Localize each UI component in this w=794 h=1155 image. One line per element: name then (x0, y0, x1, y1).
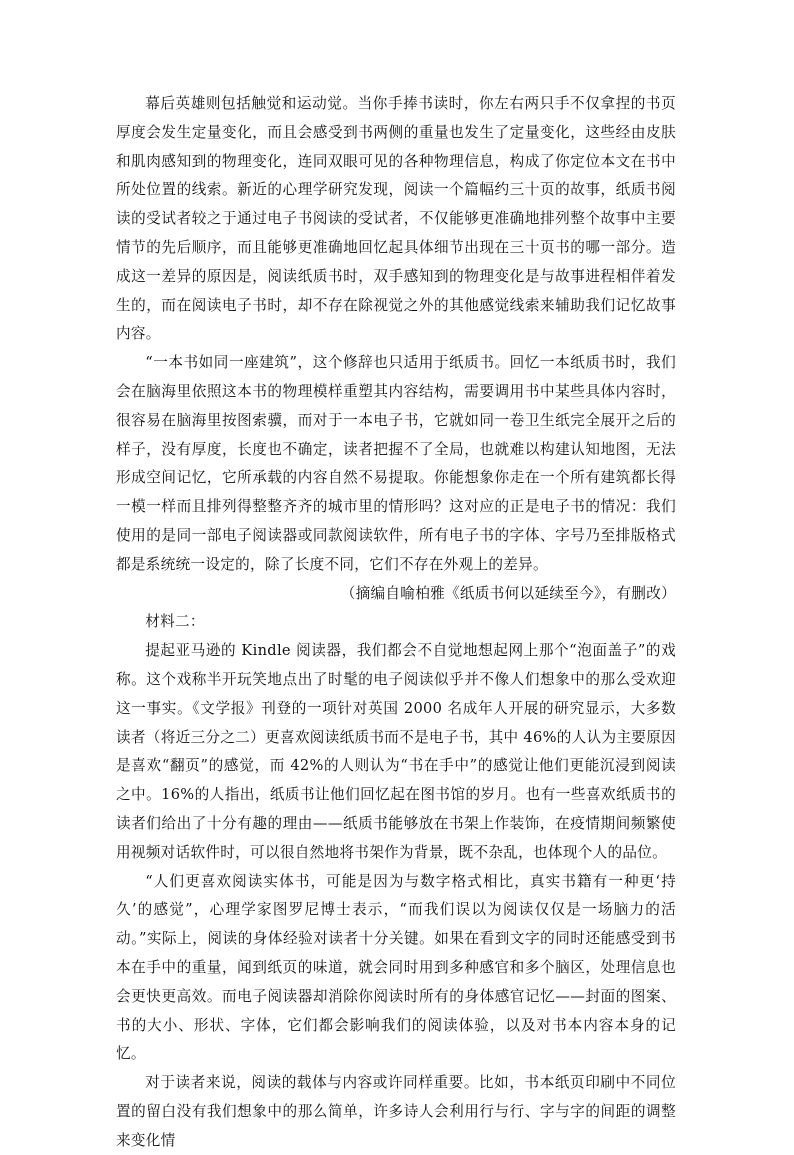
body-paragraph: “一本书如同一座建筑”，这个修辞也只适用于纸质书。回忆一本纸质书时，我们会在脑海里依照这本书的物理模样重塑其内容结构，需要调用书中某些具体内容时，很容易在脑海里按图索骥，而对于一本电子书，它就如同一卷卫生纸完全展开之后的样子，没有厚度，长度也不确定，读者把握不了全局，也就难以构建认知地图，无法形成空间记忆，它所承载的内容自然不易提取。你能想象你走在一个所有建筑都长得一模一样而且排列得整整齐齐的城市里的情形吗？这对应的正是电子书的情况：我们使用的是同一部电子阅读器或同款阅读软件，所有电子书的字体、字号乃至排版格式都是系统统一设定的，除了长度不同，它们不存在外观上的差异。 (116, 354, 676, 573)
body-paragraph: “人们更喜欢阅读实体书，可能是因为与数字格式相比，真实书籍有一种更‘持久’的感觉”，心理学家图罗尼博士表示，“而我们误以为阅读仅仅是一场脑力的活动。”实际上，阅读的身体经验对读者十分关键。如果在看到文字的同时还能感受到书本在手中的重量，闻到纸页的味道，就会同时用到多种感官和多个脑区，处理信息也会更快更高效。而电子阅读器却消除你阅读时所有的身体感官记忆——封面的图案、书的大小、形状、字体，它们都会影响我们的阅读体验，以及对书本内容本身的记忆。 (116, 872, 676, 1063)
material-heading: 材料二： (145, 613, 205, 631)
document-page (116, 90, 676, 1155)
body-paragraph: 幕后英雄则包括触觉和运动觉。当你手捧书读时，你左右两只手不仅拿捏的书页厚度会发生定量变化，而且会感受到书两侧的重量也发生了定量变化，这些经由皮肤和肌肉感知到的物理变化，连同双眼可见的各种物理信息，构成了你定位本文在书中所处位置的线索。新近的心理学研究发现，阅读一个篇幅约三十页的故事，纸质书阅读的受试者较之于通过电子书阅读的受试者，不仅能够更准确地排列整个故事中主要情节的先后顺序，而且能够更准确地回忆起具体细节出现在三十页书的哪一部分。造成这一差异的原因是，阅读纸质书时，双手感知到的物理变化是与故事进程相伴着发生的，而在阅读电子书时，却不存在除视觉之外的其他感觉线索来辅助我们记忆故事内容。 (116, 95, 676, 343)
source-citation: （摘编自喻柏雅《纸质书何以延续至今》，有删改） (340, 584, 676, 602)
body-paragraph: 对于读者来说，阅读的载体与内容或许同样重要。比如，书本纸页印刷中不同位置的留白没有我们想象中的那么简单，许多诗人会利用行与行、字与字的间距的调整来变化情 (116, 1074, 676, 1149)
body-paragraph: 提起亚马逊的 Kindle 阅读器，我们都会不自觉地想起网上那个“泡面盖子”的戏称。这个戏称半开玩笑地点出了时髦的电子阅读似乎并不像人们想象中的那么受欢迎这一事实。《文学报》刊登的一项针对英国 2000 名成年人开展的研究显示，大多数读者（将近三分之二）更喜欢阅读纸质书而不是电子书，其中 46%的人认为主要原因是喜欢“翻页”的感觉，而 42%的人则认为“书在手中”的感觉让他们更能沉浸到阅读之中。16%的人指出，纸质书让他们回忆起在图书馆的岁月。也有一些喜欢纸质书的读者们给出了十分有趣的理由——纸质书能够放在书架上作装饰，在疫情期间频繁使用视频对话软件时，可以很自然地将书架作为背景，既不杂乱，也体现个人的品位。 (116, 642, 676, 861)
